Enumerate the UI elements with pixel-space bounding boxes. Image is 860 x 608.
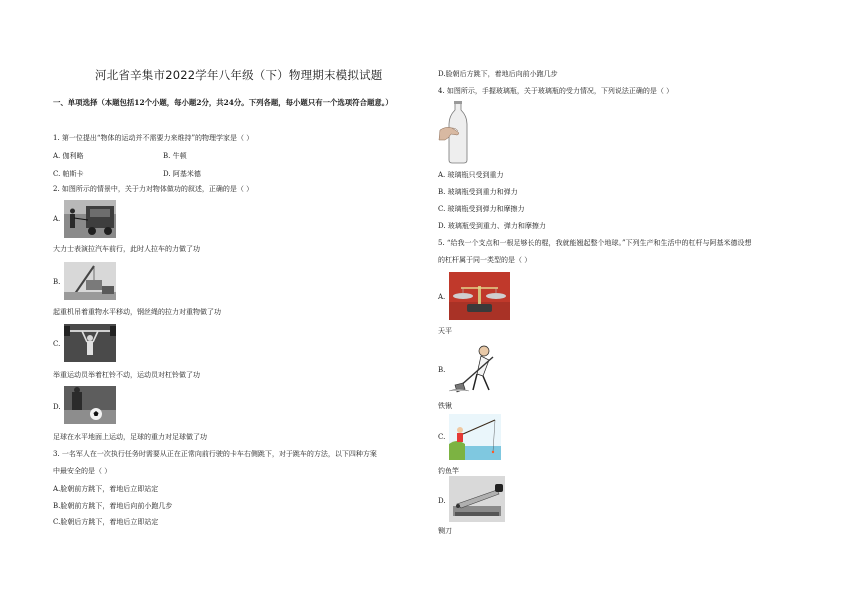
q2-option-b-letter: B. (53, 278, 61, 286)
q5-option-c-letter: C. (438, 433, 446, 441)
q1-option-c: C. 帕斯卡 (53, 170, 84, 178)
q5-stem-line2: 的杠杆属于同一类型的是（ ） (438, 256, 532, 264)
q4-option-b: B. 玻璃瓶受到重力和弹力 (438, 188, 518, 196)
q2-option-c-letter: C. (53, 340, 61, 348)
q5-option-c-text: 钓鱼竿 (438, 467, 459, 475)
glass-bottle-photo (438, 100, 478, 164)
q1-option-a: A. 伽利略 (53, 152, 84, 160)
q5-stem-line1: 5. “给我一个支点和一根足够长的棍，我就能翘起整个地球。”下列生产和生活中的杠杆与阿基米德设想 (438, 239, 752, 247)
q2-option-b-text: 起重机吊着重物水平移动，钢丝绳的拉力对重物做了功 (53, 308, 221, 316)
q5-option-d-letter: D. (438, 497, 446, 505)
q3-stem-line1: 3. 一名军人在一次执行任务时需要从正在正常向前行驶的卡车右侧跳下，对于跳车的方法，以下四种方案 (53, 450, 377, 458)
q3-stem-line2: 中最安全的是（ ） (53, 467, 112, 475)
q4-option-d: D. 玻璃瓶受到重力、弹力和摩擦力 (438, 222, 546, 230)
q3-option-b: B.脸朝前方跳下，着地后向前小跑几步 (53, 502, 173, 510)
q4-option-a: A. 玻璃瓶只受到重力 (438, 171, 504, 179)
section-heading: 一、单项选择（本题包括12个小题，每小题2分，共24分。下列各题，每小题只有一个选项符合题意。） (53, 98, 393, 107)
q2-stem: 2. 如图所示的情景中，关于力对物体做功的叙述，正确的是（ ） (53, 185, 254, 193)
balance-scale-photo (449, 272, 510, 320)
guillotine-cutter-photo (449, 476, 505, 522)
q4-stem: 4. 如图所示，手握玻璃瓶，关于玻璃瓶的受力情况，下列说法正确的是（ ） (438, 87, 674, 95)
q2-option-a-text: 大力士表演拉汽车前行，此时人拉车的力做了功 (53, 245, 200, 253)
weightlifter-photo (64, 324, 116, 362)
fishing-rod-drawing (449, 414, 501, 460)
q5-option-b-letter: B. (438, 366, 446, 374)
q3-option-a: A.脸朝前方跳下，着地后立即站定 (53, 485, 159, 493)
q2-option-d-text: 足球在水平地面上运动，足球的重力对足球做了功 (53, 433, 207, 441)
truck-pulling-photo (64, 200, 116, 238)
page-title: 河北省辛集市2022学年八年级（下）物理期末模拟试题 (95, 68, 383, 82)
q2-option-c-text: 举重运动员举着杠铃不动，运动员对杠铃做了功 (53, 371, 200, 379)
q1-stem: 1. 第一位提出“物体的运动并不需要力来维持”的物理学家是（ ） (53, 134, 254, 142)
q2-option-a-letter: A. (53, 215, 61, 223)
q5-option-b-text: 铁锹 (438, 402, 452, 410)
shovel-drawing (449, 343, 507, 395)
q5-option-a-letter: A. (438, 293, 446, 301)
football-photo (64, 386, 116, 424)
q4-option-c: C. 玻璃瓶受到弹力和摩擦力 (438, 205, 525, 213)
q5-option-a-text: 天平 (438, 327, 452, 335)
q5-option-d-text: 铡刀 (438, 527, 452, 535)
q2-option-d-letter: D. (53, 403, 61, 411)
q3-option-c: C.脸朝后方跳下，着地后立即站定 (53, 518, 159, 526)
q1-option-d: D. 阿基米德 (163, 170, 201, 178)
q1-option-b: B. 牛顿 (163, 152, 187, 160)
q3-option-d: D.脸朝后方跳下，着地后向前小跑几步 (438, 70, 558, 78)
crane-photo (64, 262, 116, 300)
